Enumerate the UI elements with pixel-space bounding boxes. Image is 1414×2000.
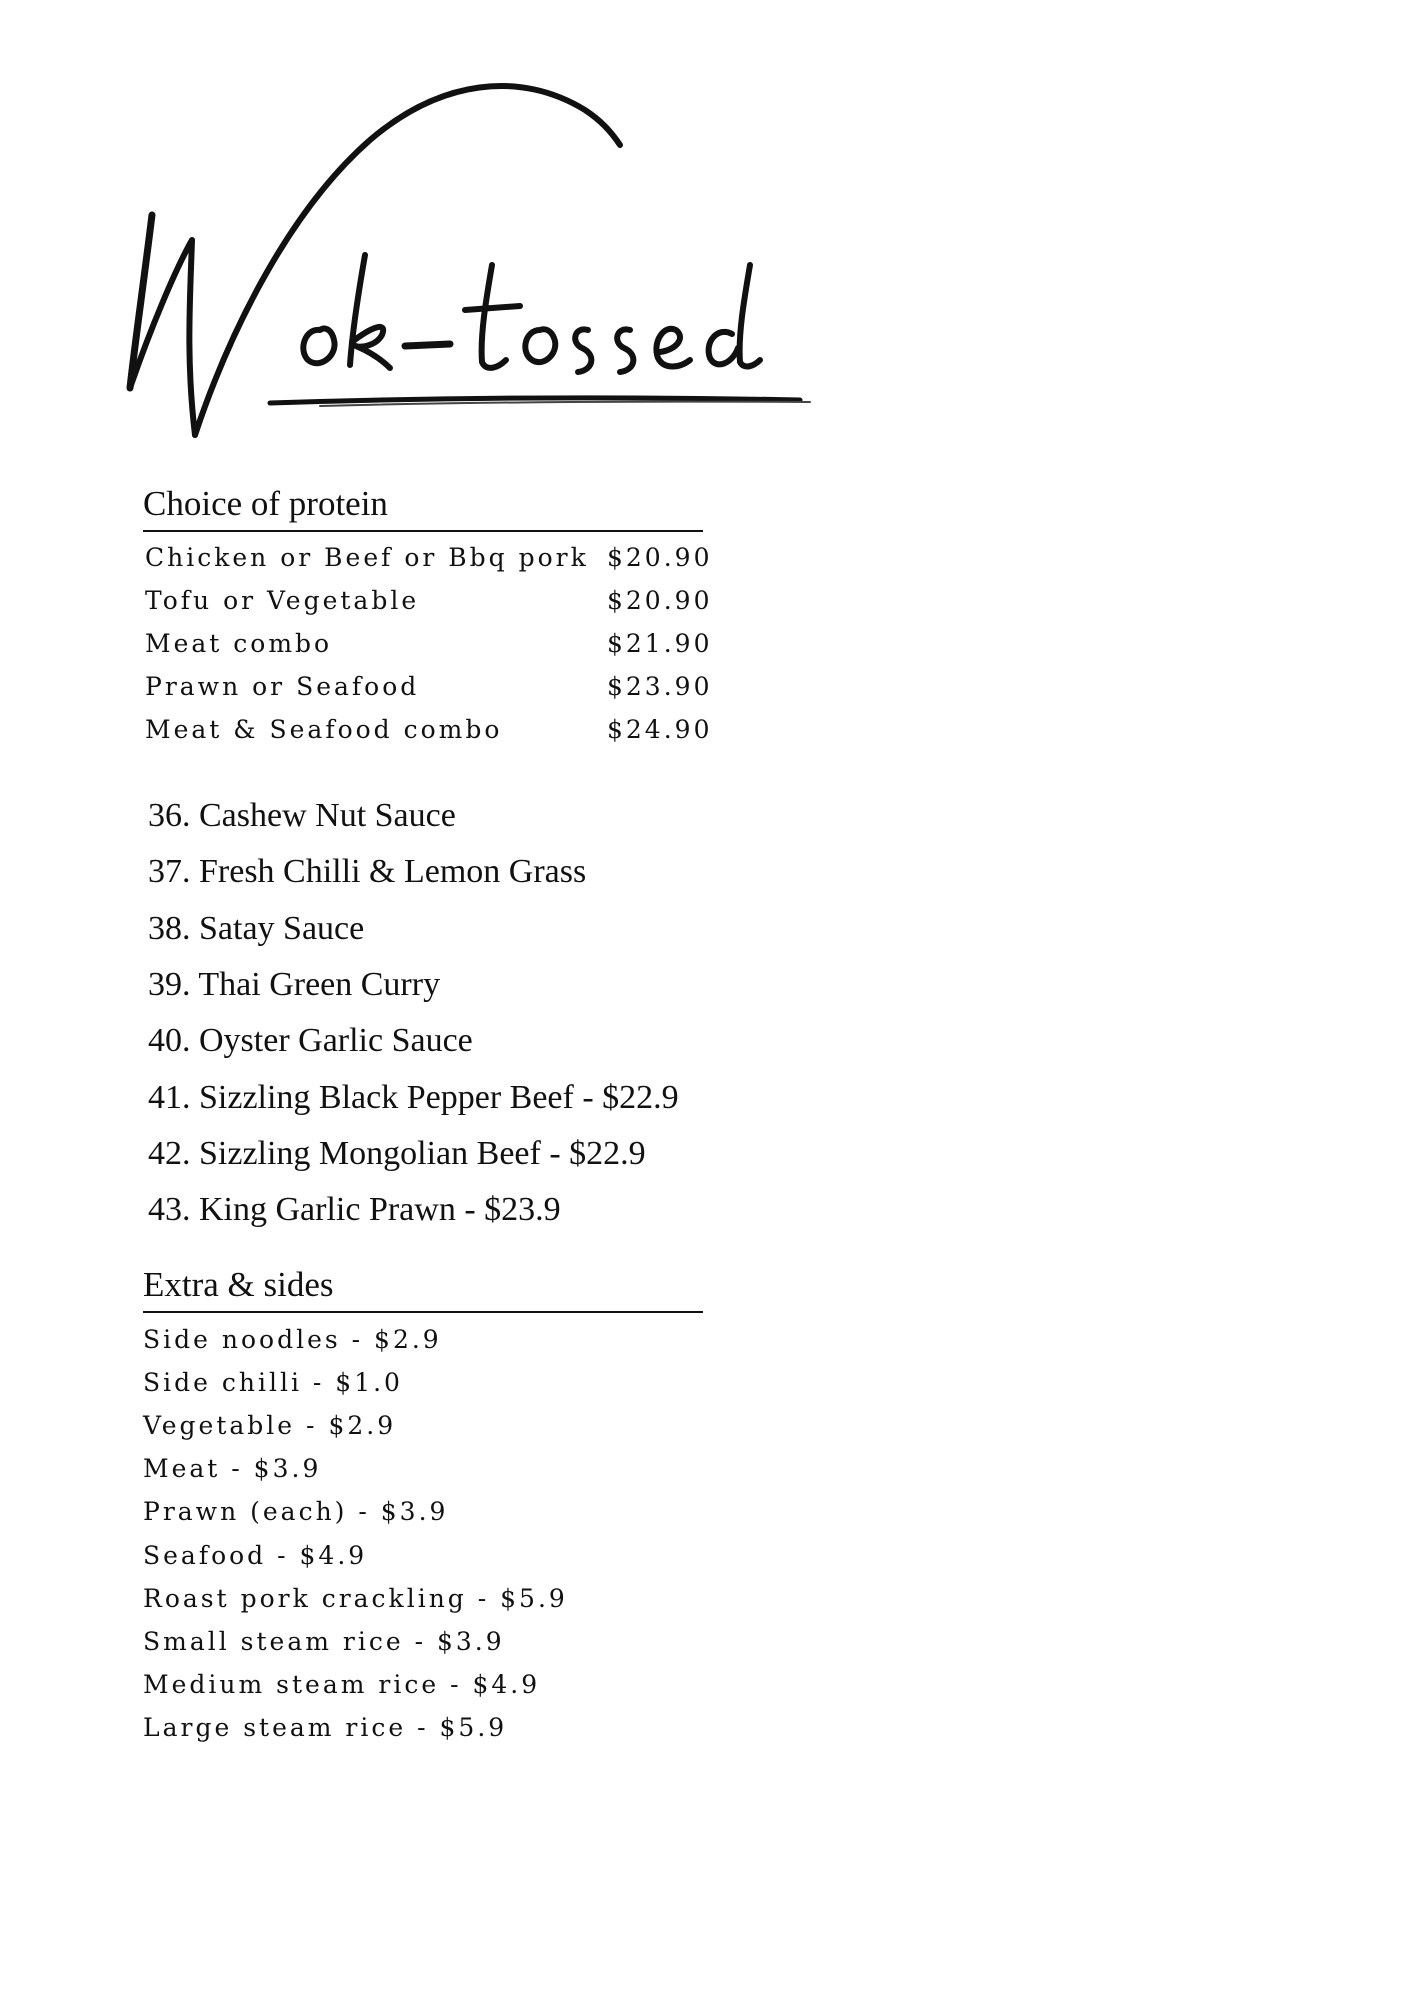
- extras-heading: Extra & sides: [143, 1265, 703, 1313]
- item-price: $24.90: [607, 715, 713, 744]
- dish-list: [148, 788, 679, 1238]
- list-item: Medium steam rice - $4.9: [143, 1669, 541, 1699]
- item-name: Prawn or Seafood: [145, 672, 420, 701]
- item-price: $20.90: [607, 543, 713, 572]
- list-item: Side chilli - $1.0: [143, 1368, 403, 1398]
- list-item: Vegetable - $2.9: [143, 1411, 397, 1441]
- protein-heading: Choice of protein: [143, 484, 703, 532]
- list-item: [145, 579, 727, 622]
- item-price: $20.90: [607, 586, 713, 615]
- list-item: [145, 665, 727, 708]
- list-item: [145, 536, 727, 579]
- dish-item: 38. Satay Sauce: [148, 909, 365, 947]
- list-item: Large steam rice - $5.9: [143, 1712, 508, 1742]
- list-item: [145, 622, 727, 665]
- item-name: Tofu or Vegetable: [145, 586, 420, 615]
- list-item: Roast pork crackling - $5.9: [143, 1583, 568, 1613]
- dish-item: 36. Cashew Nut Sauce: [148, 797, 456, 835]
- protein-price-list: [145, 536, 727, 751]
- dish-item: 41. Sizzling Black Pepper Beef - $22.9: [148, 1078, 679, 1116]
- list-item: Meat - $3.9: [143, 1454, 322, 1484]
- menu-title: [120, 80, 860, 460]
- dish-item: 37. Fresh Chilli & Lemon Grass: [148, 853, 587, 891]
- item-name: Chicken or Beef or Bbq pork: [145, 543, 589, 572]
- list-item: Seafood - $4.9: [143, 1540, 368, 1570]
- item-price: $23.90: [607, 672, 713, 701]
- list-item: Small steam rice - $3.9: [143, 1626, 505, 1656]
- extras-list: [143, 1318, 568, 1749]
- dish-item: 40. Oyster Garlic Sauce: [148, 1022, 473, 1060]
- dish-item: 39. Thai Green Curry: [148, 966, 441, 1004]
- item-price: $21.90: [607, 629, 713, 658]
- wok-tossed-script-title: [120, 80, 860, 460]
- list-item: Prawn (each) - $3.9: [143, 1497, 449, 1527]
- item-name: Meat & Seafood combo: [145, 715, 503, 744]
- item-name: Meat combo: [145, 629, 333, 658]
- list-item: [145, 708, 727, 751]
- list-item: Side noodles - $2.9: [143, 1325, 442, 1355]
- dish-item: 43. King Garlic Prawn - $23.9: [148, 1191, 561, 1229]
- dish-item: 42. Sizzling Mongolian Beef - $22.9: [148, 1134, 646, 1172]
